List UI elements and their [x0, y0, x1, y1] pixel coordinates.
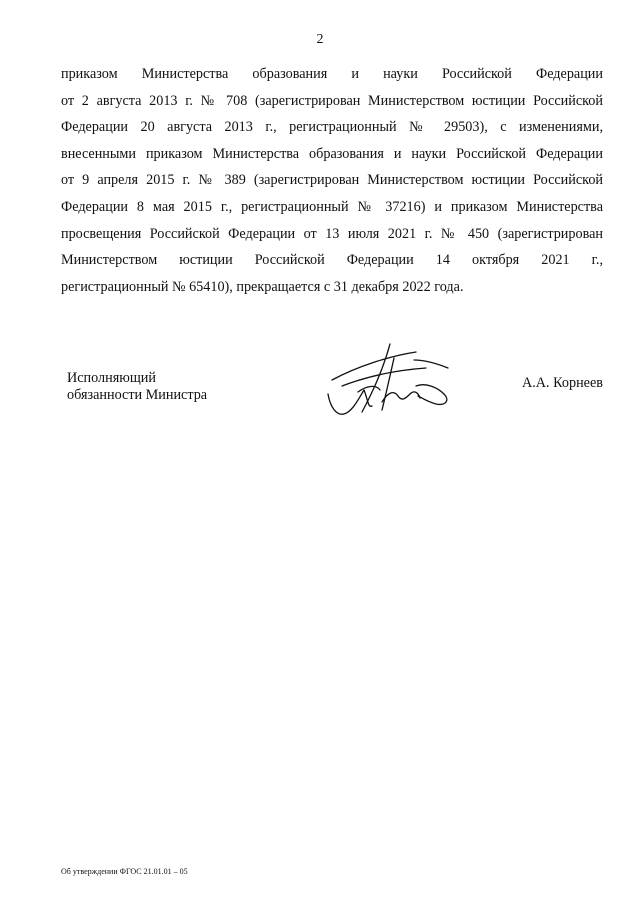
signatory-name: А.А. Корнеев: [522, 375, 603, 391]
page-number: 2: [316, 32, 324, 47]
body-line: просвещения Российской Федерации от 13 июля 2021 г. № 450 (зарегистрирован: [61, 225, 603, 242]
body-line: внесенными приказом Министерства образования и науки Российской Федерации: [61, 145, 603, 162]
body-line: от 9 апреля 2015 г. № 389 (зарегистрирован Министерством юстиции Российской: [61, 172, 603, 189]
body-line: Федерации 20 августа 2013 г., регистрационный № 29503), с изменениями,: [61, 119, 603, 136]
handwritten-signature: [318, 336, 458, 426]
body-line: Министерством юстиции Российской Федерации 14 октября 2021 г.,: [61, 252, 603, 269]
signatory-title-line: Исполняющий: [67, 370, 156, 386]
body-line: от 2 августа 2013 г. № 708 (зарегистрирован Министерством юстиции Российской: [61, 92, 603, 109]
signatory-title: [67, 370, 207, 404]
footer-reference: Об утверждении ФГОС 21.01.01 – 05: [61, 867, 188, 876]
body-paragraph: [61, 61, 603, 300]
body-line: регистрационный № 65410), прекращается с 31 декабря 2022 года.: [61, 278, 464, 295]
signatory-title-line: обязанности Министра: [67, 387, 208, 403]
body-line: приказом Министерства образования и науки Российской Федерации: [61, 66, 603, 82]
body-line: Федерации 8 мая 2015 г., регистрационный № 37216) и приказом Министерства: [61, 198, 603, 215]
